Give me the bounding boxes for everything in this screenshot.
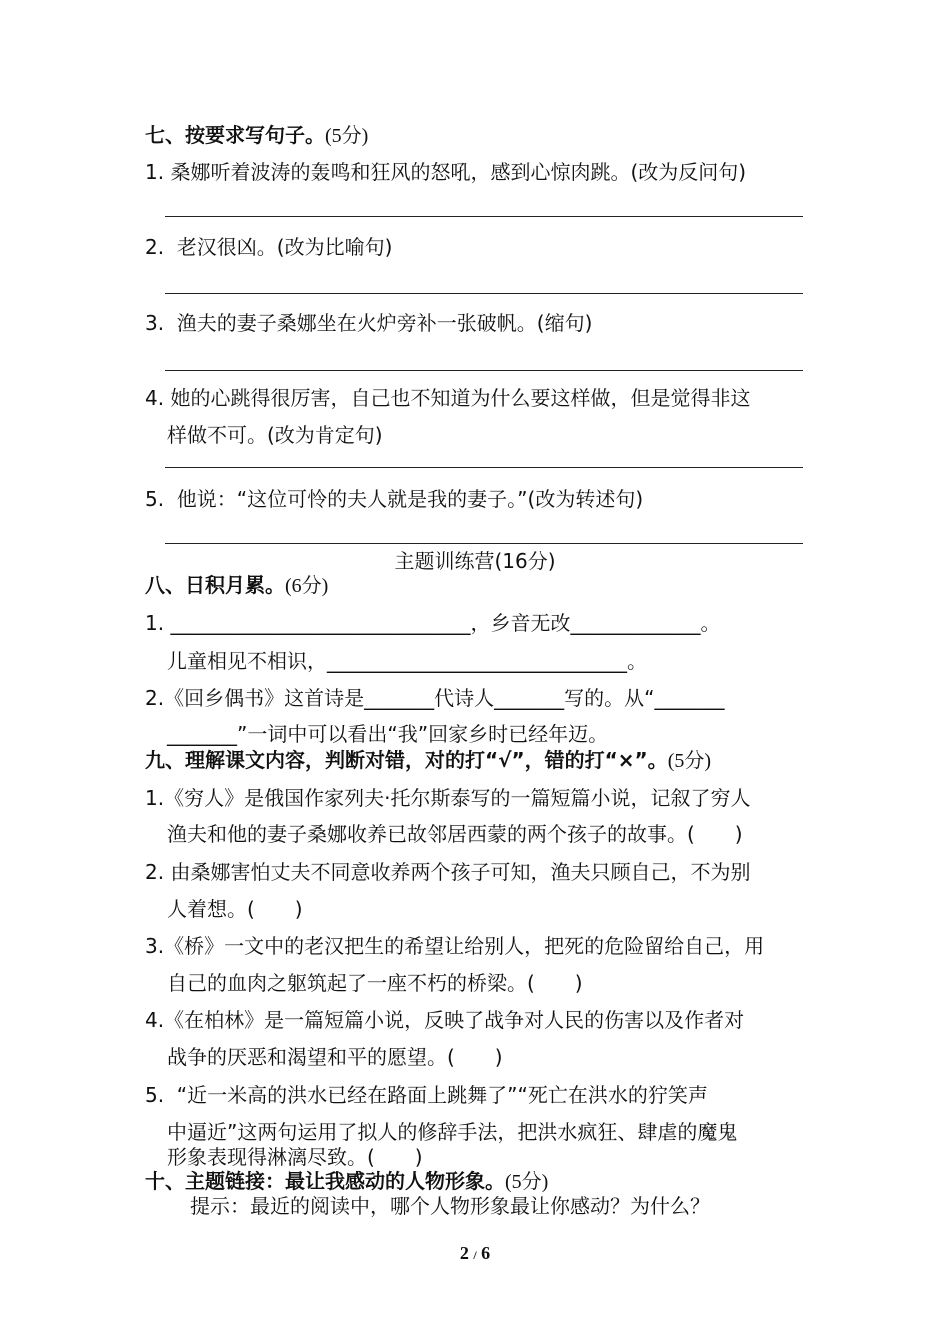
- section-9-line-4: 人着想。( ): [167, 897, 303, 921]
- answer-line[interactable]: [165, 543, 803, 544]
- section-9-line-7: 4.《在柏林》是一篇短篇小说，反映了战争对人民的伤害以及作者对: [145, 1008, 745, 1032]
- section-9-line-6: 自己的血肉之躯筑起了一座不朽的桥梁。( ): [167, 971, 583, 995]
- section-8-line-3: 2.《回乡偶书》这首诗是_______代诗人_______写的。从“_______: [145, 686, 725, 710]
- section-9-line-1: 1.《穷人》是俄国作家列夫·托尔斯泰写的一篇短篇小说，记叙了穷人: [145, 786, 751, 810]
- section-10-heading: 十、主题链接：最让我感动的人物形象。(5分): [145, 1169, 549, 1193]
- section-8-line-2: 儿童相见不相识，______________________________。: [167, 649, 647, 673]
- section-7-item-3: 3. 渔夫的妻子桑娜坐在火炉旁补一张破帆。(缩句): [145, 311, 593, 335]
- answer-line[interactable]: [165, 370, 803, 371]
- answer-line[interactable]: [165, 216, 803, 217]
- section-7-item-1: 1. 桑娜听着波涛的轰鸣和狂风的怒吼，感到心惊肉跳。(改为反问句): [145, 160, 747, 184]
- section-9-line-8: 战争的厌恶和渴望和平的愿望。( ): [167, 1045, 503, 1069]
- section-7-item-4: 4. 她的心跳得很厉害，自己也不知道为什么要这样做，但是觉得非这: [145, 386, 751, 410]
- section-9-line-11: 形象表现得淋漓尽致。( ): [167, 1145, 423, 1169]
- section-7-item-4-cont: 样做不可。(改为肯定句): [167, 423, 383, 447]
- section-8-heading: 八、日积月累。(6分): [145, 573, 329, 597]
- theme-camp-title: 主题训练营(16分): [394, 549, 556, 573]
- page-number: 2 / 6: [459, 1243, 491, 1263]
- section-9-line-9: 5. “近一米高的洪水已经在路面上跳舞了”“死亡在洪水的狞笑声: [145, 1083, 708, 1107]
- section-9-line-10: 中逼近”这两句运用了拟人的修辞手法，把洪水疯狂、肆虐的魔鬼: [167, 1120, 738, 1144]
- answer-line[interactable]: [165, 467, 803, 468]
- section-9-heading: 九、理解课文内容，判断对错，对的打“√”，错的打“×”。(5分): [145, 748, 712, 772]
- section-10-hint: 提示：最近的阅读中，哪个人物形象最让你感动？为什么？: [190, 1194, 710, 1218]
- section-7-heading: 七、按要求写句子。(5分): [145, 123, 369, 147]
- section-8-line-4: _______”一词中可以看出“我”回家乡时已经年迈。: [167, 722, 609, 746]
- section-7-item-5: 5. 他说：“这位可怜的夫人就是我的妻子。”(改为转述句): [145, 487, 644, 511]
- section-9-line-3: 2. 由桑娜害怕丈夫不同意收养两个孩子可知，渔夫只顾自己，不为别: [145, 860, 751, 884]
- answer-line[interactable]: [165, 293, 803, 294]
- section-9-line-5: 3.《桥》一文中的老汉把生的希望让给别人，把死的危险留给自己，用: [145, 934, 765, 958]
- section-8-line-1: 1. ______________________________，乡音无改_____________。: [145, 611, 721, 635]
- section-9-line-2: 渔夫和他的妻子桑娜收养已故邻居西蒙的两个孩子的故事。( ): [167, 822, 743, 846]
- section-7-item-2: 2. 老汉很凶。(改为比喻句): [145, 235, 393, 259]
